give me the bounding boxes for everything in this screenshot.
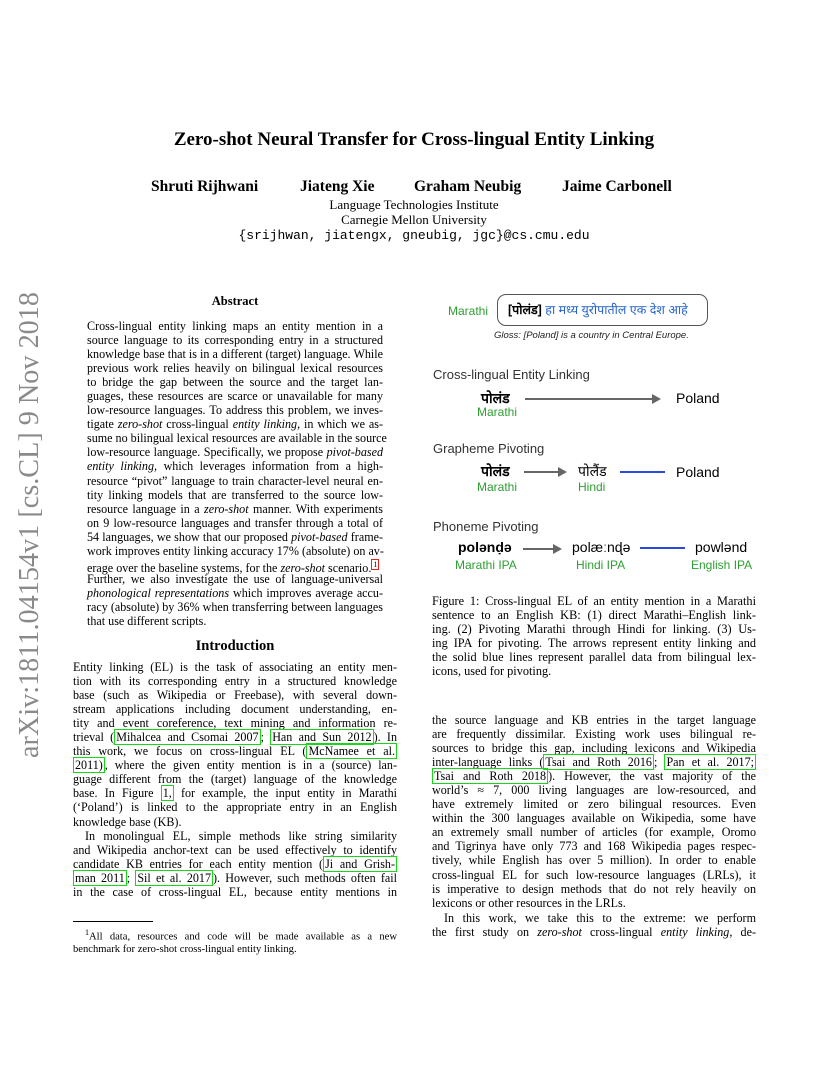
body-line: world’s ≈ 7, 000 living languages are low-resourced, and (432, 783, 756, 798)
citation-link[interactable]: 2011) (75, 758, 103, 773)
citation-link[interactable]: Tsai and Roth 2018 (434, 769, 547, 784)
abstract-line: source language to its corresponding entry in a structured (87, 333, 383, 348)
footnote-line: benchmark for zero-shot cross-lingual entity linking. (73, 944, 297, 956)
intro-line: base. In Figure 1, for example, the input entity in Marathi (73, 786, 397, 801)
intro-line: knowledge base (KB). (73, 814, 182, 829)
body-line: lexicons or other resources in the LRLs. (432, 895, 626, 910)
author-emails: {srijhwan, jiatengx, gneubig, jgc}@cs.cmu.edu (238, 228, 590, 243)
abstract-line: previous work relies heavily on bilingual lexical resources (87, 361, 383, 376)
source-word: पोलंड (481, 463, 510, 479)
linking-arrow-line (524, 471, 559, 473)
intro-line: in the case of cross-lingual EL, because entity mentions in (73, 885, 397, 900)
intro-line: candidate KB entries for each entity mention ( Ji and Grish- (73, 857, 395, 872)
source-language-label: Marathi (477, 480, 518, 494)
caption-line: Figure 1: Cross-lingual EL of an entity mention in a Marathi (432, 594, 756, 608)
bilingual-lexicon-line (640, 547, 685, 549)
intro-line: and Wikipedia anchor-text can be used effectively to identify (73, 843, 397, 858)
abstract-line: on 9 low-resource languages and transfer through a total of (87, 515, 383, 530)
abstract-line: sume no bilingual lexical resources are available in the source (87, 431, 387, 446)
figure-caption (432, 594, 756, 678)
body-line: Tsai and Roth 2018 ). However, the vast majority of the (434, 769, 757, 784)
body-line: cross-lingual EL for such low-resource languages (LRLs), it (432, 867, 756, 882)
emphasized-term: pivot-based (291, 529, 348, 544)
arxiv-stamp-text: arXiv:1811.04154v1 [cs.CL] 9 Nov 2018 (13, 290, 45, 758)
abstract-line: resource language in a zero-shot manner. With experiments (87, 501, 383, 516)
intro-line: In monolingual EL, simple methods like string similarity (85, 829, 397, 843)
footnote (73, 927, 397, 957)
author-name: Jaime Carbonell (562, 178, 672, 195)
footnote-rule (73, 921, 153, 922)
target-entity: Poland (676, 390, 720, 406)
body-line: the source language and KB entries in the target language (432, 713, 756, 727)
linking-arrow-line (525, 398, 653, 400)
abstract-line: entity linking, which leverages information from a high- (87, 459, 384, 474)
abstract-body (87, 319, 387, 628)
abstract-line-with-footnote (87, 558, 383, 575)
pivot-ipa-label: Hindi IPA (576, 558, 626, 572)
affiliation-line: Language Technologies Institute (329, 197, 499, 212)
body-line: the first study on zero-shot cross-lingual entity linking, de- (432, 925, 756, 940)
abstract-line: resource “pivot” language to train character-level neural en- (87, 473, 383, 488)
emphasized-term: zero-shot (117, 417, 163, 432)
intro-line: Entity linking (EL) is the task of associating an entity men- (73, 660, 397, 674)
footnote-number: 1 (85, 928, 89, 937)
sentence-entity: [पोलंड] (508, 303, 542, 317)
target-entity: Poland (676, 464, 720, 480)
citation-link[interactable]: Sil et al. 2017 (137, 871, 212, 886)
abstract-line: knowledge base that is in a different (target) language. While (87, 347, 383, 362)
body-line: In this work, we take this to the extreme: we perform (444, 911, 756, 925)
abstract-line: tigate zero-shot cross-lingual entity linking, in which we as- (87, 417, 383, 432)
intro-line: tion with its corresponding entry in a structured knowledge (73, 674, 397, 689)
intro-line: guage different from the (target) language of the knowledge (73, 772, 397, 787)
citation-link[interactable]: Ji and Grish- (325, 857, 395, 872)
citation-link[interactable]: McNamee et al. (308, 744, 395, 759)
source-ipa-label: Marathi IPA (455, 558, 517, 572)
abstract-line: that use different scripts. (87, 613, 207, 628)
intro-line: tity and event coreference, text mining and information re- (73, 716, 397, 731)
section-cross-lingual-el: Cross-lingual Entity Linking (433, 367, 590, 382)
body-line: have extremely limited or zero bilingual resources. Even (432, 797, 756, 812)
right-paragraph-1 (432, 713, 756, 910)
citation-link[interactable]: man 2011 (75, 871, 125, 886)
sentence-box (497, 294, 708, 326)
abstract-line: tity linking models that are transferred to the source low- (87, 487, 383, 502)
intro-line: (‘Poland’) is linked to the appropriate entry in an English (73, 800, 397, 815)
intro-heading: Introduction (195, 638, 275, 654)
footnote-link[interactable]: 1 (373, 559, 378, 569)
body-line: within the 300 languages available on Wikipedia, some have (432, 811, 756, 826)
linking-arrow-line (523, 548, 554, 550)
right-paragraph-2 (432, 911, 756, 939)
pivot-language-label: Hindi (578, 480, 606, 494)
body-line: is imperative to design methods that do not rely heavily on (432, 881, 756, 896)
intro-line: stream applications including document understanding, en- (73, 702, 397, 717)
arrow-head-icon (652, 394, 661, 404)
pivot-ipa: polæːnɖə (572, 539, 631, 555)
abstract-line: 54 languages, we show that our proposed pivot-based frame- (87, 529, 383, 544)
section-grapheme-pivoting: Grapheme Pivoting (433, 441, 545, 456)
abstract-line: erage over the baseline systems, for the zero-shot scenario. (87, 560, 372, 575)
body-line: tively, while English has over 5 million). In order to enable (432, 853, 756, 868)
author-name: Shruti Rijhwani (151, 178, 259, 195)
emphasized-term: entity linking, (232, 417, 301, 432)
intro-line: trieval ( Mihalcea and Csomai 2007 ; Han and Sun 2012 ). In (73, 730, 397, 745)
caption-line: ing IPA for pivoting. The arrows represent entity linking and (432, 636, 756, 651)
body-line: inter-language links ( Tsai and Roth 2016 ; Pan et al. 2017; (432, 755, 754, 770)
paper-title: Zero-shot Neural Transfer for Cross-lingual Entity Linking (173, 129, 655, 150)
source-language-label: Marathi (477, 405, 518, 419)
intro-line: man 2011 ; Sil et al. 2017 ). However, such methods often fail (75, 871, 397, 886)
citation-link[interactable]: Han and Sun 2012 (272, 730, 372, 745)
abstract-line: Cross-lingual entity linking maps an entity mention in a (87, 319, 383, 333)
citation-link[interactable]: Mihalcea and Csomai 2007 (116, 730, 259, 745)
source-word: पोलंड (481, 390, 510, 406)
caption-line: icons, used for pivoting. (432, 664, 552, 679)
bilingual-lexicon-line (620, 471, 665, 473)
affiliation-line: Carnegie Mellon University (341, 212, 487, 227)
source-ipa: polənḍə (458, 539, 512, 555)
gloss-text: Gloss: [Poland] is a country in Central Europe. (494, 330, 689, 341)
abstract-line: low-resource language. Specifically, we propose pivot-based (87, 445, 383, 460)
abstract-heading: Abstract (211, 294, 259, 308)
abstract-line: to bridge the gap between the source and the target lan- (87, 375, 383, 390)
sentence-text: हा मध्य युरोपातील एक देश आहे (541, 303, 688, 317)
body-line: an extremely small number of articles (for example, Oromo (432, 825, 756, 840)
abstract-line: racy (absolute) by 36% when transferring between languages (87, 599, 383, 614)
intro-paragraph-2 (73, 829, 397, 899)
intro-line: this work, we focus on cross-lingual EL ( McNamee et al. (73, 744, 395, 759)
target-ipa-label: English IPA (691, 558, 753, 572)
body-line: sources to bridge this gap, including lexicons and Wikipedia (432, 741, 756, 756)
emphasized-term: zero-shot (280, 560, 326, 575)
abstract-line: guages, these resources are scarce or unavailable for many (87, 389, 383, 404)
abstract-line: Further, we also investigate the use of language-universal (87, 571, 383, 586)
section-phoneme-pivoting: Phoneme Pivoting (433, 519, 539, 534)
emphasized-term: zero-shot (204, 501, 249, 516)
intro-line: base (such as Wikipedia or Freebase), with several down- (73, 688, 397, 703)
abstract-line: work improves entity linking accuracy 17% (absolute) on av- (87, 543, 384, 558)
body-line: are frequently dissimilar. Existing work uses bilingual re- (432, 727, 756, 742)
abstract-line: phonological representations which improves average accu- (87, 585, 383, 600)
caption-line: ing. (2) Pivoting Marathi through Hindi for linking. (3) Us- (432, 622, 756, 637)
emphasized-term: phonological representations (87, 585, 230, 600)
emphasized-term: entity linking, (87, 459, 158, 474)
emphasized-term: zero-shot (537, 925, 582, 940)
arrow-head-icon (553, 544, 562, 554)
body-line: and Tigrinya have only 773 and 168 Wikipedia pages respec- (432, 839, 756, 854)
author-name: Jiateng Xie (300, 178, 375, 195)
footnote-line: All data, resources and code will be made available as a new (89, 931, 397, 943)
emphasized-term: entity linking, (660, 925, 733, 940)
intro-paragraph-1 (73, 660, 397, 829)
caption-line: sentence to an English KB: (1) direct Marathi–English link- (432, 608, 756, 623)
emphasized-term: pivot-based (326, 445, 383, 460)
pivot-word: पोलैंड (578, 463, 607, 479)
arrow-head-icon (558, 467, 567, 477)
caption-line: the solid blue lines represent parallel data from bilingual lex- (432, 650, 756, 665)
citation-link[interactable]: 1, (162, 786, 172, 801)
citation-link[interactable]: Pan et al. 2017; (666, 755, 754, 770)
author-name: Graham Neubig (414, 178, 522, 195)
target-ipa: powlənd (695, 539, 748, 555)
marathi-label: Marathi (448, 304, 489, 318)
abstract-line: low-resource languages. To address this problem, we inves- (87, 403, 383, 418)
arxiv-stamp (4, 290, 48, 760)
intro-line: 2011) , where the given entity mention is in a (source) lan- (75, 758, 397, 773)
citation-link[interactable]: Tsai and Roth 2016 (545, 755, 652, 770)
figure-1 (430, 290, 760, 590)
